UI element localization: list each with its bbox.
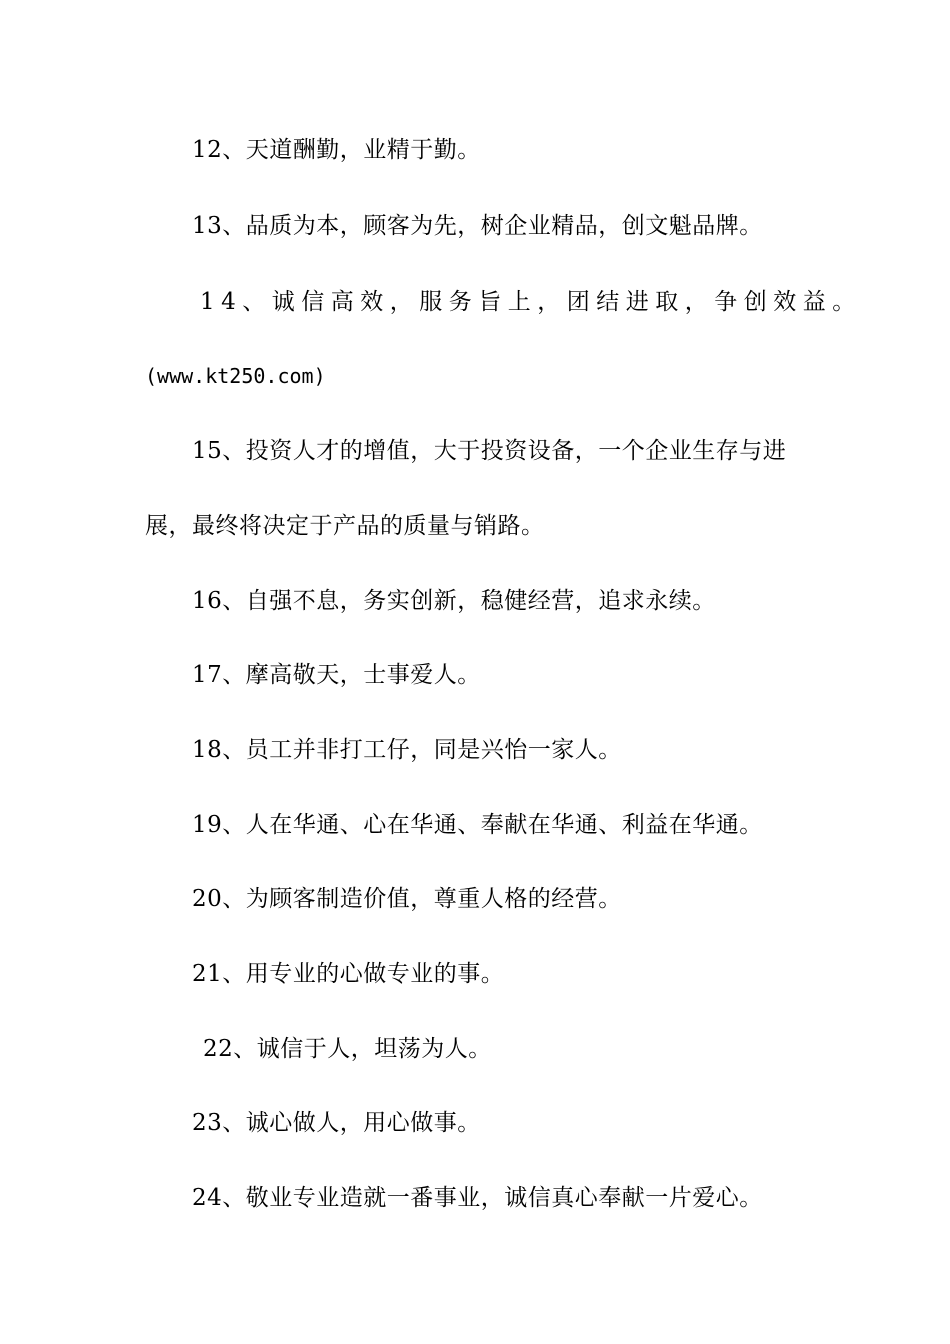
text-line-19: 19、人在华通、心在华通、奉献在华通、利益在华通。 xyxy=(192,812,763,838)
text-line-15-continued: 展，最终将决定于产品的质量与销路。 xyxy=(145,513,545,539)
text-line-24: 24、敬业专业造就一番事业，诚信真心奉献一片爱心。 xyxy=(192,1185,763,1211)
text-line-14: 14、诚信高效，服务旨上，团结进取，争创效益。 xyxy=(200,289,862,315)
text-line-22: 22、诚信于人，坦荡为人。 xyxy=(203,1036,492,1062)
text-line-13: 13、品质为本，顾客为先，树企业精品，创文魁品牌。 xyxy=(192,213,763,239)
text-line-12: 12、天道酬勤，业精于勤。 xyxy=(192,137,481,163)
text-line-20: 20、为顾客制造价值，尊重人格的经营。 xyxy=(192,886,622,912)
text-line-18: 18、员工并非打工仔，同是兴怡一家人。 xyxy=(192,737,622,763)
text-line-23: 23、诚心做人，用心做事。 xyxy=(192,1110,481,1136)
text-line-17: 17、摩高敬天，士事爱人。 xyxy=(192,662,481,688)
source-url: (www.kt250.com) xyxy=(145,364,326,388)
text-line-21: 21、用专业的心做专业的事。 xyxy=(192,961,505,987)
text-line-16: 16、自强不息，务实创新，稳健经营，追求永续。 xyxy=(192,588,716,614)
text-line-15: 15、投资人才的增值，大于投资设备，一个企业生存与进 xyxy=(192,438,787,464)
